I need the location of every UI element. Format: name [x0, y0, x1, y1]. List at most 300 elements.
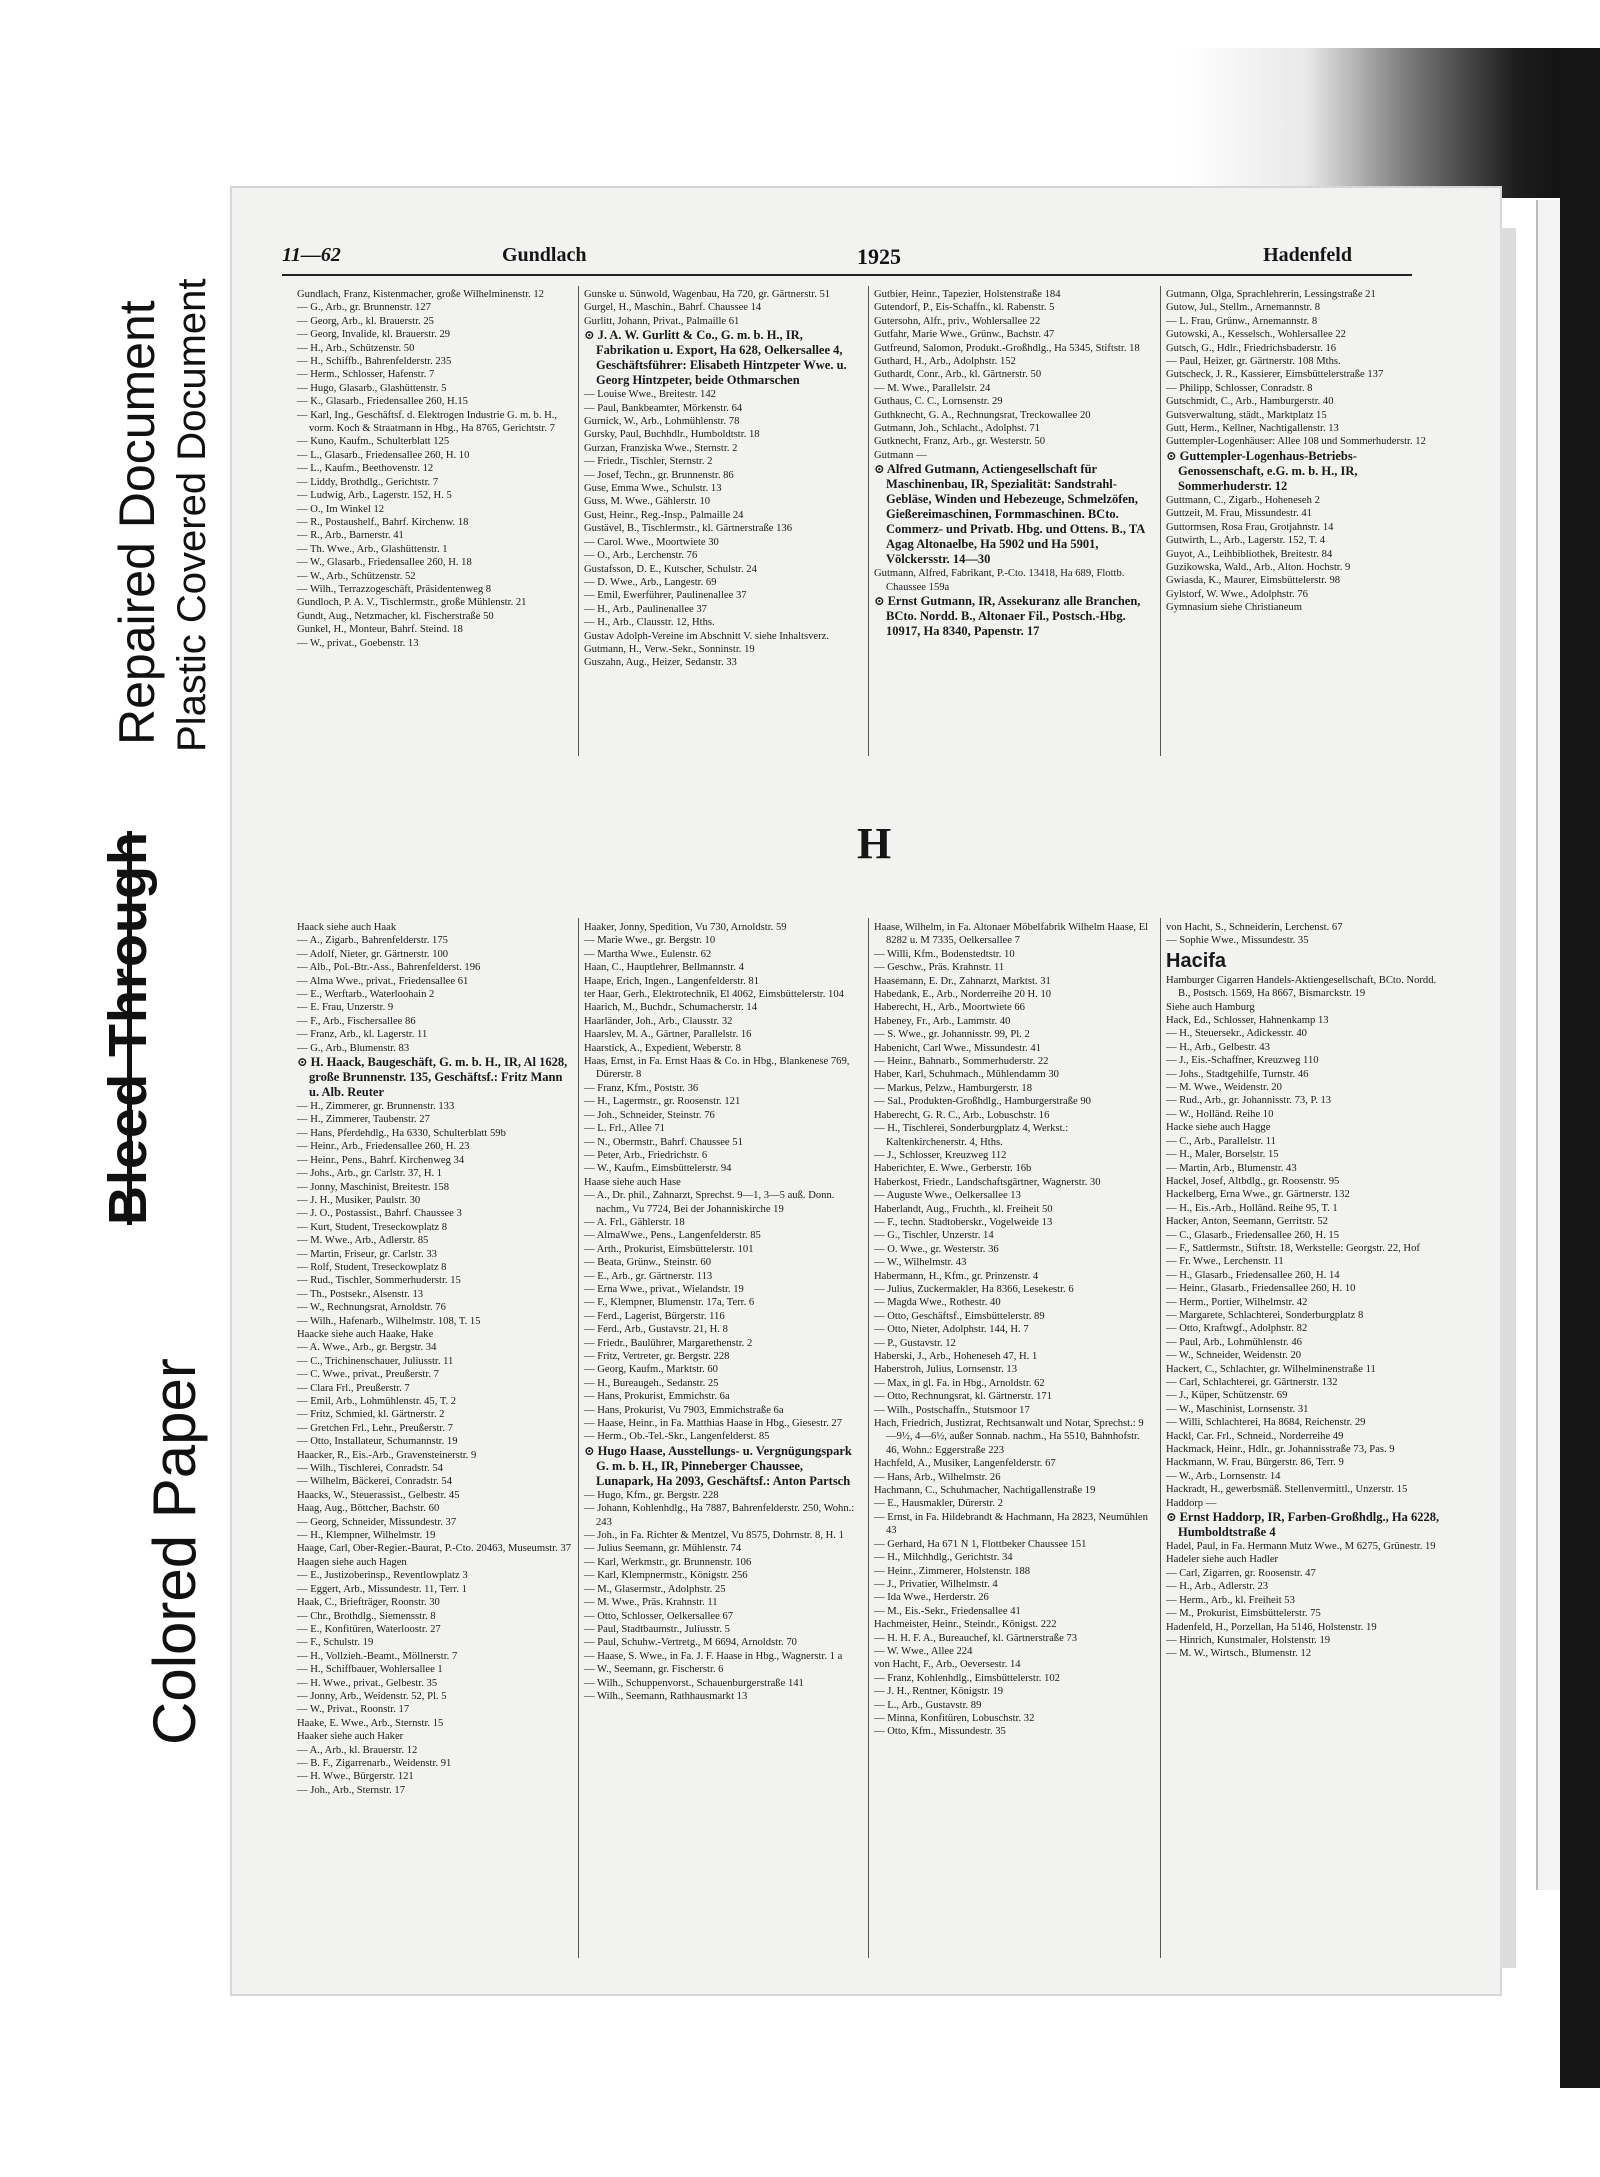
directory-entry: Hachmann, C., Schuhmacher, Nachtigallenstraße 19 — [874, 1485, 1096, 1497]
directory-entry: Gurnick, W., Arb., Lohmühlenstr. 78 — [584, 416, 740, 428]
directory-entry: — Emil, Ewerführer, Paulinenallee 37 — [584, 590, 747, 602]
directory-entry: Haak, C., Briefträger, Roonstr. 30 — [297, 1597, 440, 1609]
directory-entry: — Peter, Arb., Friedrichstr. 6 — [584, 1149, 708, 1161]
directory-entry: — W., Wilhelmstr. 43 — [874, 1257, 967, 1269]
column-bottom-4 — [1166, 921, 1442, 1661]
directory-entry: — Franz, Kohlenhdlg., Eimsbüttelerstr. 102 — [874, 1672, 1060, 1684]
directory-entry: — G., Arb., gr. Brunnenstr. 127 — [297, 302, 431, 314]
directory-entry: — Karl, Werkmstr., gr. Brunnenstr. 106 — [584, 1556, 752, 1568]
directory-entry: — E., Arb., gr. Gärtnerstr. 113 — [584, 1270, 713, 1282]
directory-entry: — Georg, Arb., kl. Brauerstr. 25 — [297, 315, 434, 327]
directory-entry: Hadeler siehe auch Hadler — [1166, 1554, 1279, 1566]
directory-entry: — H., Schiffbauer, Wohlersallee 1 — [297, 1664, 443, 1676]
directory-entry: — H. Wwe., Bürgerstr. 121 — [297, 1771, 414, 1783]
directory-entry: Hachmeister, Heinr., Steindr., Königst. 222 — [874, 1619, 1057, 1631]
column-top-2 — [584, 288, 860, 670]
directory-entry: — Jonny, Maschinist, Breitestr. 158 — [297, 1181, 450, 1193]
page-fold-shadow — [1500, 228, 1516, 1968]
directory-entry: Hadel, Paul, in Fa. Hermann Mutz Wwe., M 6275, Grünestr. 19 — [1166, 1541, 1436, 1553]
directory-entry: — Paul, Stadtbaumstr., Juliusstr. 5 — [584, 1623, 730, 1635]
directory-entry: — Willi, Kfm., Bodenstedtstr. 10 — [874, 948, 1015, 960]
directory-entry: Haaker siehe auch Haker — [297, 1731, 404, 1743]
directory-entry: — F., Klempner, Blumenstr. 17a, Terr. 6 — [584, 1297, 755, 1309]
directory-entry: Guttormsen, Rosa Frau, Grotjahnstr. 14 — [1166, 521, 1334, 533]
directory-entry: — H., Bureaugeh., Sedanstr. 25 — [584, 1377, 719, 1389]
directory-entry: — Hugo, Glasarb., Glashüttenstr. 5 — [297, 382, 447, 394]
directory-entry: — Hinrich, Kunstmaler, Holstenstr. 19 — [1166, 1634, 1331, 1646]
directory-entry: — K., Glasarb., Friedensallee 260, H.15 — [297, 396, 468, 408]
directory-entry: — J., Schlosser, Kreuzweg 112 — [874, 1149, 1007, 1161]
directory-entry: — Kuno, Kaufm., Schulterblatt 125 — [297, 436, 450, 448]
directory-entry: — Fritz, Schmied, kl. Gärtnerstr. 2 — [297, 1409, 445, 1421]
directory-entry: — M. Wwe., Präs. Krahnstr. 11 — [584, 1597, 718, 1609]
directory-entry: — Herm., Portier, Wilhelmstr. 42 — [1166, 1296, 1308, 1308]
directory-entry: Hamburger Cigarren Handels-Aktiengesellschaft, BCto. Nordd. B., Postsch. 1569, Ha 8667, Bismarckstr. 19 — [1166, 974, 1437, 1000]
directory-entry: Haarstick, A., Expedient, Weberstr. 8 — [584, 1042, 741, 1054]
directory-entry: Habenicht, Carl Wwe., Missundestr. 41 — [874, 1042, 1041, 1054]
directory-entry: Hackelberg, Erna Wwe., gr. Gärtnerstr. 132 — [1166, 1189, 1350, 1201]
directory-entry: Haberski, J., Arb., Hoheneseh 47, H. 1 — [874, 1351, 1038, 1362]
label-repaired-document: Repaired Document — [109, 300, 165, 745]
directory-entry: — Otto, Kraftwgf., Adolphstr. 82 — [1166, 1323, 1308, 1335]
directory-entry: — C., Glasarb., Friedensallee 260, H. 15 — [1166, 1229, 1339, 1241]
directory-entry: — Jonny, Arb., Weidenstr. 52, Pl. 5 — [297, 1690, 447, 1702]
directory-entry: — L. Frau, Grünw., Arnemannstr. 8 — [1166, 315, 1318, 327]
directory-entry: — AlmaWwe., Pens., Langenfelderstr. 85 — [584, 1230, 761, 1242]
directory-entry: von Hacht, F., Arb., Oeversestr. 14 — [874, 1659, 1021, 1671]
directory-entry: — Otto, Geschäftsf., Eimsbüttelerstr. 89 — [874, 1310, 1045, 1322]
directory-entry: Haber, Karl, Schuhmach., Mühlendamm 30 — [874, 1069, 1059, 1081]
directory-entry: — Herm., Ob.-Tel.-Skr., Langenfelderst. 85 — [584, 1431, 770, 1443]
directory-entry: — Friedr., Baulührer, Margarethenstr. 2 — [584, 1337, 753, 1349]
directory-entry: — Georg, Kaufm., Marktstr. 60 — [584, 1364, 718, 1376]
directory-entry: — Emil, Arb., Lohmühlenstr. 45, T. 2 — [297, 1396, 457, 1407]
directory-entry: — M., Glasermstr., Adolphstr. 25 — [584, 1583, 726, 1595]
directory-entry: — Heinr., Glasarb., Friedensallee 260, H. 10 — [1166, 1283, 1356, 1295]
directory-entry: Gundloch, P. A. V., Tischlermstr., große Mühlenstr. 21 — [297, 597, 527, 609]
directory-entry: — Joh., Arb., Sternstr. 17 — [297, 1784, 406, 1796]
directory-entry: — Gretchen Frl., Lehr., Preußerstr. 7 — [297, 1422, 453, 1434]
directory-entry: Siehe auch Hamburg — [1166, 1001, 1255, 1013]
directory-entry: — D. Wwe., Arb., Langestr. 69 — [584, 576, 717, 588]
directory-entry: — M. W., Wirtsch., Blumenstr. 12 — [1166, 1648, 1312, 1660]
directory-entry: — H., Tischlerei, Sonderburgplatz 4, Werkst.: Kaltenkirchenerstr. 4, Hths. — [874, 1123, 1069, 1148]
directory-entry: Haaker, Jonny, Spedition, Vu 730, Arnoldstr. 59 — [584, 922, 787, 933]
directory-entry: — Auguste Wwe., Oelkersallee 13 — [874, 1190, 1021, 1202]
directory-entry: Guszahn, Aug., Heizer, Sedanstr. 33 — [584, 657, 737, 669]
directory-entry: — Geschw., Präs. Krahnstr. 11 — [874, 962, 1005, 974]
directory-entry: — Heinr., Zimmerer, Holstenstr. 188 — [874, 1565, 1031, 1577]
directory-entry: — Arth., Prokurist, Eimsbüttelerstr. 101 — [584, 1243, 754, 1255]
directory-entry: Haacker, R., Eis.-Arb., Gravensteinerstr. 9 — [297, 1449, 477, 1461]
directory-entry: — Wilh., Postschaffn., Stutsmoor 17 — [874, 1404, 1030, 1416]
directory-entry: — F., Arb., Fischersallee 86 — [297, 1015, 416, 1027]
directory-entry: — O., Arb., Lerchenstr. 76 — [584, 550, 698, 562]
directory-entry: — Gerhard, Ha 671 N 1, Flottbeker Chaussee 151 — [874, 1538, 1087, 1550]
directory-entry: — Marie Wwe., gr. Bergstr. 10 — [584, 935, 716, 947]
directory-entry: — N., Obermstr., Bahrf. Chaussee 51 — [584, 1136, 743, 1148]
directory-entry: Guthknecht, G. A., Rechnungsrat, Treckowallee 20 — [874, 409, 1091, 421]
directory-entry: — Johs., Stadtgehilfe, Turnstr. 46 — [1166, 1068, 1309, 1080]
directory-entry: — Herm., Schlosser, Hafenstr. 7 — [297, 369, 435, 381]
directory-entry: — Haase, S. Wwe., in Fa. J. F. Haase in Hbg., Wagnerstr. 1 a — [584, 1650, 843, 1662]
directory-entry: — Johann, Kohlenhdlg., Ha 7887, Bahrenfelderstr. 250, Wohn.: 243 — [584, 1503, 855, 1528]
directory-entry: — Liddy, Brothdlg., Gerichtstr. 7 — [297, 476, 439, 488]
directory-entry: — P., Gustavstr. 12 — [874, 1337, 956, 1349]
directory-entry: Gutsverwaltung, städt., Marktplatz 15 — [1166, 409, 1327, 421]
directory-entry: — E. Frau, Unzerstr. 9 — [297, 1002, 394, 1014]
column-top-1 — [297, 288, 573, 650]
directory-entry: — Wilh., Seemann, Rathhausmarkt 13 — [584, 1690, 748, 1702]
directory-entry: — Carl, Schlachterei, gr. Gärtnerstr. 132 — [1166, 1377, 1338, 1388]
directory-entry: — A. Frl., Gählerstr. 18 — [584, 1216, 685, 1228]
directory-entry: Gutmann, Joh., Schlacht., Adolphst. 71 — [874, 423, 1040, 435]
directory-entry: Guthaus, C. C., Lornsenstr. 29 — [874, 396, 1003, 408]
column-rule — [1160, 918, 1161, 1958]
directory-entry: Hacifa — [1166, 949, 1227, 972]
directory-entry: Gutendorf, P., Eis-Schaffn., kl. Rabenstr. 5 — [874, 302, 1055, 314]
directory-entry: Haarländer, Joh., Arb., Clausstr. 32 — [584, 1015, 733, 1027]
directory-entry: — Rolf, Student, Treseckowplatz 8 — [297, 1261, 447, 1273]
directory-entry: Gust, Heinr., Reg.-Insp., Palmaille 24 — [584, 509, 744, 521]
directory-entry: — Julius Seemann, gr. Mühlenstr. 74 — [584, 1543, 742, 1555]
directory-entry: ⊙ H. Haack, Baugeschäft, G. m. b. H., IR, Al 1628, große Brunnenstr. 135, Geschäftsf.: Fritz Mann u. Alb. Reuter — [297, 1055, 568, 1100]
directory-entry: — C., Arb., Parallelstr. 11 — [1166, 1135, 1276, 1147]
directory-entry: — J. H., Rentner, Königstr. 19 — [874, 1686, 1004, 1698]
column-rule — [868, 286, 869, 756]
directory-entry: — Martin, Friseur, gr. Carlstr. 33 — [297, 1248, 437, 1260]
directory-entry: Haasemann, E. Dr., Zahnarzt, Marktst. 31 — [874, 975, 1051, 987]
directory-page — [232, 188, 1500, 1994]
directory-entry: Gutmann, Alfred, Fabrikant, P.-Cto. 13418, Ha 689, Flottb. Chaussee 159a — [874, 568, 1125, 593]
directory-entry: — Sophie Wwe., Missundestr. 35 — [1166, 935, 1309, 947]
directory-entry: Haage, Carl, Ober-Regier.-Baurat, P.-Cto. 20463, Museumstr. 37 — [297, 1543, 571, 1555]
directory-entry: — H. H. F. A., Bureauchef, kl. Gärtnerstraße 73 — [874, 1632, 1078, 1644]
directory-entry: ⊙ Ernst Haddorp, IR, Farben-Großhdlg., Ha 6228, Humboldtstraße 4 — [1166, 1510, 1440, 1540]
adjacent-page-edge — [1536, 200, 1560, 1890]
directory-entry: — Heinr., Pens., Bahrf. Kirchenweg 34 — [297, 1154, 465, 1166]
directory-entry: — Margarete, Schlachterei, Sonderburgplatz 8 — [1166, 1309, 1364, 1321]
directory-entry: ⊙ Alfred Gutmann, Actiengesellschaft für Maschinenbau, IR, Spezialität: Sandstrahl-Gebläse, Winden und Hebezeuge, Schmelzöfen, Gießereimaschinen, Formmaschinen. BCto. Commerz- und Privatb. Hbg. und Ottens. B., TA Agag Altonaelbe, Ha 5902 und Ha 5901, Völckersstr. 14—30 — [874, 462, 1145, 567]
directory-entry: — Clara Frl., Preußerstr. 7 — [297, 1382, 410, 1394]
directory-entry: Hacke siehe auch Hagge — [1166, 1122, 1271, 1134]
directory-entry: — Rud., Tischler, Sommerhuderstr. 15 — [297, 1275, 461, 1287]
directory-entry: Gutmann, H., Verw.-Sekr., Sonninstr. 19 — [584, 643, 755, 655]
directory-entry: — G., Arb., Blumenstr. 83 — [297, 1042, 410, 1054]
directory-entry: — Ferd., Lagerist, Bürgerstr. 116 — [584, 1310, 725, 1322]
page-header — [282, 238, 1412, 276]
directory-entry: ⊙ J. A. W. Gurlitt & Co., G. m. b. H., IR, Fabrikation u. Export, Ha 628, Oelkersallee 4, Geschäftsführer: Elisabeth Hintzpeter Wwe. u. Georg Hintzpeter, beide Othmarschen — [584, 328, 847, 388]
column-bottom-3 — [874, 921, 1150, 1739]
directory-entry: Hackradt, H., gewerbsmäß. Stellenvermittl., Unzerstr. 15 — [1166, 1484, 1408, 1496]
directory-entry: Guyot, A., Leihbibliothek, Breitestr. 84 — [1166, 548, 1333, 560]
directory-entry: — Hugo, Kfm., gr. Bergstr. 228 — [584, 1489, 719, 1501]
directory-entry: Guttempler-Logenhäuser: Allee 108 und Sommerhuderstr. 12 — [1166, 436, 1426, 448]
header-right-word: Hadenfeld — [1263, 244, 1352, 266]
directory-entry: — W., Schneider, Weidenstr. 20 — [1166, 1350, 1302, 1362]
directory-entry: — Magda Wwe., Rothestr. 40 — [874, 1297, 1001, 1309]
directory-entry: — L., Arb., Gustavstr. 89 — [874, 1699, 982, 1711]
directory-entry: — A., Arb., kl. Brauerstr. 12 — [297, 1744, 418, 1756]
directory-entry: Gurlitt, Johann, Privat., Palmaille 61 — [584, 315, 740, 327]
directory-entry: — W., Kaufm., Eimsbüttelerstr. 94 — [584, 1163, 732, 1175]
directory-entry: — Wilhelm, Bäckerei, Conradstr. 54 — [297, 1476, 453, 1488]
directory-entry: — Hans, Prokurist, Vu 7903, Emmichstraße 6a — [584, 1404, 784, 1416]
directory-entry: Hackel, Josef, Altbdlg., gr. Roosenstr. 95 — [1166, 1175, 1340, 1187]
directory-entry: ⊙ Guttempler-Logenhaus-Betriebs-Genossenschaft, e.G. m. b. H., IR, Sommerhuderstr. 12 — [1166, 448, 1358, 493]
directory-entry: Habermann, H., Kfm., gr. Prinzenstr. 4 — [874, 1270, 1039, 1282]
directory-entry: — H., Lagermstr., gr. Roosenstr. 121 — [584, 1096, 741, 1108]
label-bleed-through: Bleed Through — [98, 831, 158, 1225]
directory-entry: — E., Justizoberinsp., Reventlowplatz 3 — [297, 1570, 468, 1582]
directory-entry: — Georg, Invalide, kl. Brauerstr. 29 — [297, 329, 451, 341]
directory-entry: — H., Steuersekr., Adickesstr. 40 — [1166, 1028, 1307, 1040]
directory-entry: Hachfeld, A., Musiker, Langenfelderstr. 67 — [874, 1458, 1056, 1470]
directory-entry: — H., Schiffb., Bahrenfelderstr. 235 — [297, 356, 452, 368]
directory-entry: — Friedr., Tischler, Sternstr. 2 — [584, 456, 713, 468]
directory-entry: — H., Arb., Adlerstr. 23 — [1166, 1581, 1269, 1593]
directory-entry: — Ludwig, Arb., Lagerstr. 152, H. 5 — [297, 490, 452, 502]
directory-entry: — W., Arb., Schützenstr. 52 — [297, 570, 416, 582]
directory-entry: — H., Eis.-Arb., Holländ. Reihe 95, T. 1 — [1166, 1202, 1338, 1214]
directory-entry: — B. F., Zigarrenarb., Weidenstr. 91 — [297, 1757, 452, 1769]
directory-entry: — Joh., Schneider, Steinstr. 76 — [584, 1109, 715, 1121]
directory-entry: — J., Eis.-Schaffner, Kreuzweg 110 — [1166, 1055, 1319, 1067]
directory-entry: — Hans, Prokurist, Emmichstr. 6a — [584, 1391, 730, 1403]
column-top-3 — [874, 288, 1150, 639]
section-letter: H — [857, 819, 892, 868]
scanner-edge-dark — [1560, 48, 1600, 2088]
directory-entry: — Paul, Bankbeamter, Mörkenstr. 64 — [584, 402, 743, 414]
directory-entry: ⊙ Ernst Gutmann, IR, Assekuranz alle Branchen, BCto. Nordd. B., Altonaer Fil., Postsch.-Hbg. 10917, Ha 8340, Papenstr. 17 — [874, 594, 1141, 639]
directory-entry: — Hans, Arb., Wilhelmstr. 26 — [874, 1471, 1001, 1483]
directory-entry: — Alb., Pol.-Btr.-Ass., Bahrenfelderst. 196 — [297, 962, 481, 974]
column-rule — [578, 286, 579, 756]
directory-entry: — W. Wwe., Allee 224 — [874, 1645, 973, 1657]
directory-entry: — Johs., Arb., gr. Carlstr. 37, H. 1 — [297, 1168, 443, 1180]
directory-entry: — Alma Wwe., privat., Friedensallee 61 — [297, 975, 469, 987]
directory-entry: Guse, Emma Wwe., Schulstr. 13 — [584, 483, 722, 495]
directory-entry: Gurgel, H., Maschin., Bahrf. Chaussee 14 — [584, 302, 762, 314]
directory-entry: — E., Werftarb., Waterloohain 2 — [297, 989, 435, 1001]
directory-entry: — W., Arb., Lornsenstr. 14 — [1166, 1470, 1281, 1482]
directory-entry: — Rud., Arb., gr. Johannisstr. 73, P. 13 — [1166, 1095, 1332, 1107]
directory-entry: — W., Glasarb., Friedensallee 260, H. 18 — [297, 557, 472, 569]
directory-entry: — Chr., Brothdlg., Siemensstr. 8 — [297, 1610, 436, 1622]
directory-entry: — W., Maschinist, Lornsenstr. 31 — [1166, 1403, 1309, 1415]
directory-entry: Gutschmidt, C., Arb., Hamburgerstr. 40 — [1166, 396, 1334, 408]
directory-entry: — G., Tischler, Unzerstr. 14 — [874, 1230, 994, 1242]
directory-entry: — Carol. Wwe., Moortwiete 30 — [584, 536, 719, 548]
directory-entry: Gutt, Herm., Kellner, Nachtigallenstr. 13 — [1166, 423, 1339, 435]
directory-entry: — Otto, Kfm., Missundestr. 35 — [874, 1726, 1006, 1738]
directory-entry: Haberstroh, Julius, Lornsenstr. 13 — [874, 1364, 1017, 1376]
directory-entry: — Max, in gl. Fa. in Hbg., Arnoldstr. 62 — [874, 1377, 1045, 1389]
directory-entry: Gutmann, Olga, Sprachlehrerin, Lessingstraße 21 — [1166, 289, 1376, 300]
directory-entry: Haas, Ernst, in Fa. Ernst Haas & Co. in Hbg., Blankenese 769, Dürerstr. 8 — [584, 1056, 850, 1081]
directory-entry: Gunske u. Sünwold, Wagenbau, Ha 720, gr. Gärtnerstr. 51 — [584, 289, 831, 300]
directory-entry: Gustafsson, D. E., Kutscher, Schulstr. 24 — [584, 563, 757, 575]
directory-entry: — Adolf, Nieter, gr. Gärtnerstr. 100 — [297, 948, 449, 960]
directory-entry: Gustävel, B., Tischlermstr., kl. Gärtnerstraße 136 — [584, 523, 793, 535]
column-rule — [1160, 286, 1161, 756]
directory-entry: — H. Wwe., privat., Gelbestr. 35 — [297, 1677, 438, 1689]
directory-entry: — E., Hausmakler, Dürerstr. 2 — [874, 1498, 1004, 1510]
directory-entry: — Joh., in Fa. Richter & Mentzel, Vu 8575, Dohrnstr. 8, H. 1 — [584, 1530, 844, 1542]
directory-entry: — Ferd., Arb., Gustavstr. 21, H. 8 — [584, 1324, 728, 1336]
directory-entry: Gurzan, Franziska Wwe., Sternstr. 2 — [584, 442, 738, 454]
directory-entry: — Josef, Techn., gr. Brunnenstr. 86 — [584, 469, 734, 481]
directory-entry: Hacker, Anton, Seemann, Gerritstr. 52 — [1166, 1216, 1328, 1228]
directory-entry: — Otto, Schlosser, Oelkersallee 67 — [584, 1610, 734, 1622]
directory-entry: — F., Sattlermstr., Stiftstr. 18, Werkstelle: Georgstr. 22, Hof — [1166, 1242, 1420, 1254]
directory-entry: Haack siehe auch Haak — [297, 922, 397, 933]
directory-entry: Gutowski, A., Kesselsch., Wohlersallee 22 — [1166, 329, 1346, 341]
directory-entry: Gutfreund, Salomon, Produkt.-Großhdlg., Ha 5345, Stiftstr. 18 — [874, 342, 1140, 354]
directory-entry: — R., Postaushelf., Bahrf. Kirchenw. 18 — [297, 516, 469, 528]
directory-entry: Haarich, M., Buchdr., Schumacherstr. 14 — [584, 1002, 757, 1014]
directory-entry: — Hans, Pferdehdlg., Ha 6330, Schulterblatt 59b — [297, 1127, 506, 1139]
directory-entry: — Wilh., Schuppenvorst., Schauenburgerstraße 141 — [584, 1677, 804, 1689]
directory-entry: — J. O., Postassist., Bahrf. Chaussee 3 — [297, 1208, 462, 1220]
directory-entry: — Philipp, Schlosser, Conradstr. 8 — [1166, 382, 1313, 394]
directory-entry: — H., Arb., Gelbestr. 43 — [1166, 1041, 1270, 1053]
directory-entry: Guthardt, Conr., Arb., kl. Gärtnerstr. 50 — [874, 369, 1042, 381]
directory-entry: — M. Wwe., Arb., Adlerstr. 85 — [297, 1235, 429, 1247]
page-number: 11—62 — [282, 244, 341, 266]
directory-entry: — J. H., Musiker, Paulstr. 30 — [297, 1194, 421, 1206]
directory-entry: Guzikowska, Wald., Arb., Alton. Hochstr. 9 — [1166, 561, 1351, 573]
directory-entry: — J., Privatier, Wilhelmstr. 4 — [874, 1578, 998, 1590]
directory-entry: Haberecht, G. R. C., Arb., Lobuschstr. 16 — [874, 1109, 1050, 1121]
directory-entry: Haape, Erich, Ingen., Langenfelderstr. 81 — [584, 975, 760, 987]
directory-entry: — Heinr., Arb., Friedensallee 260, H. 23 — [297, 1141, 470, 1153]
directory-entry: — E., Konfitüren, Waterloostr. 27 — [297, 1623, 441, 1635]
directory-entry: — R., Arb., Barnerstr. 41 — [297, 530, 404, 542]
column-rule — [868, 918, 869, 1958]
directory-entry: — H., Zimmerer, Taubenstr. 27 — [297, 1114, 430, 1126]
directory-entry: Gutmann — — [874, 449, 927, 461]
directory-entry: Gutow, Jul., Stellm., Arnemannstr. 8 — [1166, 302, 1321, 314]
directory-entry: — Heinr., Bahnarb., Sommerhuderstr. 22 — [874, 1056, 1049, 1068]
directory-entry: — H., Glasarb., Friedensallee 260, H. 14 — [1166, 1269, 1340, 1281]
directory-entry: — O. Wwe., gr. Westerstr. 36 — [874, 1243, 999, 1255]
directory-entry: — W., Seemann, gr. Fischerstr. 6 — [584, 1664, 724, 1676]
directory-entry: — J., Küper, Schützenstr. 69 — [1166, 1390, 1288, 1402]
directory-entry: — Kurt, Student, Treseckowplatz 8 — [297, 1221, 448, 1233]
directory-entry: Gursky, Paul, Buchhdlr., Humboldtstr. 18 — [584, 429, 760, 441]
column-top-4 — [1166, 288, 1442, 615]
directory-entry: — L., Glasarb., Friedensallee 260, H. 10 — [297, 449, 470, 461]
label-plastic-covered: Plastic Covered Document — [170, 278, 214, 752]
directory-entry: Guttzeit, M. Frau, Missundestr. 41 — [1166, 508, 1312, 520]
directory-entry: — H., Arb., Paulinenallee 37 — [584, 603, 707, 615]
directory-entry: — C., Trichinenschauer, Juliusstr. 11 — [297, 1355, 454, 1367]
directory-entry: — A. Wwe., Arb., gr. Bergstr. 34 — [297, 1342, 437, 1354]
directory-entry: Gunkel, H., Monteur, Bahrf. Steind. 18 — [297, 624, 463, 636]
directory-entry: — Ida Wwe., Herderstr. 26 — [874, 1592, 989, 1604]
directory-entry: — F., techn. Stadtoberskr., Vogelweide 13 — [874, 1216, 1053, 1228]
directory-entry: Hach, Friedrich, Justizrat, Rechtsanwalt und Notar, Sprechst.: 9—9½, 4—6½, außer Sonnab. nachm., Ha 5510, Bahnhofstr. 46, Wohn.: Eggerstraße 223 — [874, 1418, 1144, 1456]
directory-entry: Gundt, Aug., Netzmacher, kl. Fischerstraße 50 — [297, 610, 494, 622]
directory-entry: — Wilh., Hafenarb., Wilhelmstr. 108, T. 15 — [297, 1315, 481, 1327]
directory-entry: — Ernst, in Fa. Hildebrandt & Hachmann, Ha 2823, Neumühlen 43 — [874, 1511, 1148, 1537]
directory-entry: Gutscheck, J. R., Kassierer, Eimsbüttelerstraße 137 — [1166, 369, 1384, 381]
directory-entry: — Julius, Zuckermakler, Ha 8366, Lesekestr. 6 — [874, 1283, 1074, 1295]
directory-entry: — Wilh., Tischlerei, Conradstr. 54 — [297, 1463, 443, 1475]
directory-entry: — A., Dr. phil., Zahnarzt, Sprechst. 9—1, 3—5 auß. Donn. nachm., Vu 7724, Bei der Johanniskirche 19 — [584, 1190, 835, 1215]
directory-entry: — Louise Wwe., Breitestr. 142 — [584, 389, 716, 401]
directory-entry: Guttmann, C., Zigarb., Hoheneseh 2 — [1166, 494, 1320, 506]
directory-entry: — H., Milchhdlg., Gerichtstr. 34 — [874, 1552, 1013, 1564]
directory-entry: ⊙ Hugo Haase, Ausstellungs- u. Vergnügungspark G. m. b. H., IR, Pinneberger Chaussee, Lunapark, Ha 2093, Geschäftsf.: Anton Partsch — [584, 1443, 852, 1488]
directory-entry: — L. Frl., Allee 71 — [584, 1123, 665, 1135]
directory-entry: Hackmack, Heinr., Hdlr., gr. Johannisstraße 73, Pas. 9 — [1166, 1444, 1395, 1456]
directory-entry: — S. Wwe., gr. Johannisstr. 99, Pl. 2 — [874, 1029, 1030, 1041]
directory-entry: — M., Prokurist, Eimsbüttelerstr. 75 — [1166, 1608, 1321, 1620]
directory-entry: — Fr. Wwe., Lerchenstr. 11 — [1166, 1256, 1284, 1268]
directory-entry: — W., Holländ. Reihe 10 — [1166, 1108, 1274, 1120]
directory-entry: — Paul, Arb., Lohmühlenstr. 46 — [1166, 1336, 1302, 1348]
directory-entry: Habeney, Fr., Arb., Lammstr. 40 — [874, 1015, 1011, 1027]
directory-entry: — Franz, Kfm., Poststr. 36 — [584, 1082, 699, 1094]
directory-entry: — Fritz, Vertreter, gr. Bergstr. 228 — [584, 1351, 730, 1362]
directory-entry: — H., Zimmerer, gr. Brunnenstr. 133 — [297, 1101, 455, 1113]
column-bottom-1 — [297, 921, 573, 1797]
directory-entry: Gylstorf, W. Wwe., Adolphstr. 76 — [1166, 588, 1308, 600]
directory-entry: Gundlach, Franz, Kistenmacher, große Wilhelminenstr. 12 — [297, 289, 544, 300]
directory-entry: Gutknecht, Franz, Arb., gr. Westerstr. 50 — [874, 436, 1046, 448]
directory-entry: Haberkost, Friedr., Landschaftsgärtner, Wagnerstr. 30 — [874, 1176, 1101, 1188]
directory-entry: Hackert, C., Schlachter, gr. Wilhelminenstraße 11 — [1166, 1363, 1376, 1375]
directory-entry: Guthard, H., Arb., Adolphstr. 152 — [874, 356, 1016, 368]
directory-entry: Haan, C., Hauptlehrer, Bellmannstr. 4 — [584, 962, 744, 974]
directory-entry: von Hacht, S., Schneiderin, Lerchenst. 67 — [1166, 922, 1343, 933]
directory-entry: Hack, Ed., Schlosser, Hahnenkamp 13 — [1166, 1015, 1329, 1027]
label-colored-paper: Colored Paper — [141, 1358, 208, 1745]
directory-entry: — W., privat., Goebenstr. 13 — [297, 637, 419, 649]
directory-entry: Haake, E. Wwe., Arb., Sternstr. 15 — [297, 1717, 444, 1729]
directory-entry: — H., Klempner, Wilhelmstr. 19 — [297, 1530, 436, 1542]
directory-entry: — Paul, Schuhw.-Vertretg., M 6694, Arnoldstr. 70 — [584, 1637, 797, 1649]
directory-entry: — Th. Wwe., Arb., Glashüttenstr. 1 — [297, 543, 448, 555]
directory-entry: Hackmann, W. Frau, Bürgerstr. 86, Terr. 9 — [1166, 1457, 1344, 1469]
directory-entry: Gymnasium siehe Christianeum — [1166, 602, 1302, 614]
directory-entry: — H., Vollzieh.-Beamt., Möllnerstr. 7 — [297, 1650, 458, 1662]
directory-entry: Hadenfeld, H., Porzellan, Ha 5146, Holstenstr. 19 — [1166, 1621, 1377, 1633]
directory-entry: Haagen siehe auch Hagen — [297, 1556, 407, 1568]
directory-entry: — Karl, Ing., Geschäftsf. d. Elektrogen Industrie G. m. b. H., vorm. Koch & Straatmann in Hbg., Ha 8765, Gerichtstr. 7 — [297, 409, 558, 435]
directory-entry: — M. Wwe., Weidenstr. 20 — [1166, 1082, 1282, 1094]
directory-entry: — Otto, Rechnungsrat, kl. Gärtnerstr. 171 — [874, 1391, 1053, 1403]
directory-entry: Haberecht, H., Arb., Moortwiete 66 — [874, 1002, 1025, 1014]
directory-entry: — Herm., Arb., kl. Freiheit 53 — [1166, 1594, 1295, 1606]
header-year: 1925 — [857, 244, 901, 269]
directory-entry: Gutbier, Heinr., Tapezier, Holstenstraße 184 — [874, 289, 1061, 300]
directory-entry: — M., Eis.-Sekr., Friedensallee 41 — [874, 1605, 1021, 1617]
directory-entry: — H., Arb., Clausstr. 12, Hths. — [584, 617, 715, 629]
directory-entry: — Martin, Arb., Blumenstr. 43 — [1166, 1162, 1297, 1174]
directory-entry: — Karl, Klempnermstr., Königstr. 256 — [584, 1570, 748, 1582]
directory-entry: Gutsch, G., Hdlr., Friedrichsbaderstr. 16 — [1166, 342, 1337, 354]
directory-entry: Haddorp — — [1166, 1497, 1217, 1509]
directory-entry: — Paul, Heizer, gr. Gärtnerstr. 108 Mths. — [1166, 356, 1341, 368]
directory-entry: — W., Rechnungsrat, Arnoldstr. 76 — [297, 1302, 446, 1314]
scanner-edge-shadow — [1180, 48, 1600, 198]
directory-entry: — Franz, Arb., kl. Lagerstr. 11 — [297, 1029, 428, 1041]
directory-entry: Hackl, Car. Frl., Schneid., Norderreihe 49 — [1166, 1430, 1344, 1442]
directory-entry: — Martha Wwe., Eulenstr. 62 — [584, 948, 712, 960]
